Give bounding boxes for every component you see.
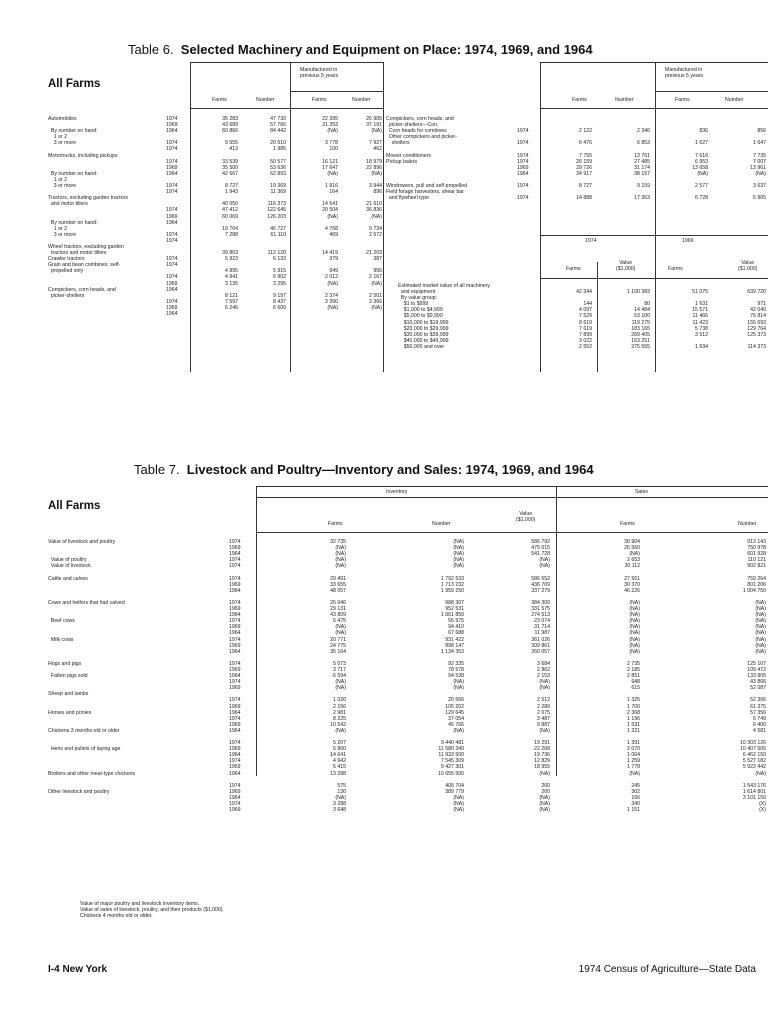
table6-header-value-1: Value ($1,000) [616,260,636,272]
table6-left-col-farms: 35 283 43 689 60 866 9 555 413 33 539 35 500 42 667 8 727 1 943 40 050 47 412 60 069 19 764 7 288 39 863 5 923 4 895 4 941 3 135 8 121 7 597 6 246 [222,116,238,311]
table7-all-farms: All Farms [48,500,101,512]
table6-title-number: Table 6. [128,42,174,57]
table7-title [134,462,594,477]
table7-title-number: Table 7. [134,462,180,477]
table6-value-col-farms-1974: 42 344 144 4 097 7 529 8 619 7 619 7 899 3 022 2 552 [576,289,592,350]
table7-header-inv-value: Value ($1,000) [516,511,536,523]
table6-left-col-mfd-farms: 22 395 31 253 (NA) 3 778 100 16 121 17 647 (NA) 1 816 164 14 541 20 504 (NA) 4 768 469 14 419 379 949 2 012 (NA) 2 374 3 390 (NA) [322,116,338,311]
table6-header-farms-2: Farms [312,97,327,103]
table7-col-sales-number: 913 143 750 978 601 928 110 121 902 821 759 264 801 206 1 004 750 (NA) (NA) (NA) (NA) (NA) (NA) (NA) (NA) (NA) 125 107 109 472 133 905 43 806 52 087 52 366 61 375 57 356 6 749 6 400 4 581 10 303 126 10 407 505 6 462 150 5 527 182 5 922 442 (NA) 1 543 176 1 614 801 3 101 150 (X) (X) [740,539,766,814]
table6-value-col-farms-1969: 51 075 1 631 15 571 11 466 11 423 5 738 3 512 1 634 [692,289,708,350]
table6-mid-col-mfd-number: 856 1 647 7 735 7 007 13 961 (NA) 3 637 6 905 [750,128,766,202]
table7-years: 1974 1969 1964 1974 1974 1974 1969 1964 1974 1969 1964 1974 1969 1964 1974 1969 1964 1974 1969 1964 1974 1969 1974 1969 1964 1974 1969 1964 1974 1969 1964 1974 1969 1964 1974 1969 1964 1974 1969 [229,539,241,814]
table7-col-inv-farms: 32 735 (NA) (NA) (NA) (NA) 29 491 33 655 48 057 26 046 29 131 43 809 6 475 (NA) (NA) 20 771 24 775 35 164 5 073 3 717 6 594 (NA) (NA) 1 020 2 156 2 981 8 225 10 542 (NA) 5 207 6 800 14 641 4 942 5 415 13 288 575 130 (NA) 3 288 3 648 [330,539,346,814]
table7-header-sales-farms: Farms [620,521,635,527]
table6-mid-years: 1974 1974 1974 1974 1969 1964 1974 1974 [517,128,529,202]
table6-header-farms-3: Farms [572,97,587,103]
table7-col-sales-farms: 30 904 26 560 (NA) 2 653 30 112 27 561 30 370 46 226 (NA) (NA) (NA) (NA) (NA) (NA) (NA) (NA) (NA) 2 735 2 185 2 851 948 615 1 325 1 700 2 368 1 196 1 531 1 221 1 391 2 070 1 064 1 259 1 778 (NA) 245 302 166 340 1 151 [624,539,640,814]
table6-left-col-mfd-number: 26 905 37 191 (NA) 7 927 462 18 979 22 896 (NA) 3 944 896 21 610 36 836 (NA) 9 734 2 572 21 203 387 956 2 167 (NA) 2 501 3 366 (NA) [366,116,382,311]
table6-header-1969: 1969 [682,238,694,244]
table6-title-text: Selected Machinery and Equipment on Place: 1974, 1969, and 1964 [180,42,593,57]
table6-value-col-value-1969: 639 720 971 42 040 76 814 155 693 129 764 125 373 114 373 [747,289,766,350]
table6-header-mfd-right: Manufactured in previous 5 years [665,67,704,79]
table6-left-labels: Automobiles By number on hand: 1 or 2 3 or more Motortrucks, including pickups By number on hand: 1 or 2 3 or more Tractors, excluding garden tractors and motor tillers By number on hand: 1 or 2 3 or more Wheel tractors, excluding garden tractors and motor tillers Crawler tractors Grain and bean combines, self- propelled only Cornpickers, corn heads, and picker-shellers [48,116,128,299]
table6-header-number-1: Number [256,97,275,103]
table6-mid-col-number: 2 346 6 853 13 701 27 485 31 174 38 157 9 159 17 363 [634,128,650,202]
table6-left-col-number: 47 730 57 766 84 442 20 510 1 985 50 577 53 636 62 893 19 369 11 369 116 373 122 645 126 203 46 727 61 110 112 120 6 133 5 915 6 902 3 295 9 197 8 437 6 600 [267,116,286,311]
table7-header-inv-number: Number [432,521,451,527]
footer-page-number: I-4 New York [48,964,108,975]
table7-header-inventory: Inventory [386,489,408,495]
table6-left-years: 1974 1969 1964 1974 1974 1974 1969 1964 1974 1974 1974 1969 1964 1974 1974 1974 1974 1974 1969 1964 1974 1969 1964 [166,116,178,317]
table6-mid-col-farms: 2 122 6 476 7 755 26 159 29 726 34 917 8 727 14 888 [576,128,592,202]
table7-footnotes: Value of major poultry and livestock inventory items. Value of sales of livestock, poultry, and their products ($1,000). Chickens 4 months old or older. [80,901,224,919]
table7-col-inv-number: (NA) (NA) (NA) (NA) (NA) 1 792 533 1 713 232 1 959 250 988 307 952 531 1 061 850 56 975 94 410 67 688 931 422 898 147 1 134 353 92 335 78 578 94 538 (NA) (NA) 20 566 105 202 129 645 37 054 45 706 (NA) 9 440 481 11 580 340 11 933 500 7 545 309 9 427 301 10 655 500 405 704 389 779 (NA) (NA) (NA) [438,539,464,814]
table7-title-text: Livestock and Poultry—Inventory and Sales: 1974, 1969, and 1964 [186,462,594,477]
table6-header-farms-4: Farms [675,97,690,103]
footer-publication: 1974 Census of Agriculture—State Data [578,964,756,975]
table6-mid-labels: Cornpickers, corn heads, and picker-shellers—Con. Corn heads for combines Other cornpickers and picker- shellers Mower conditioners Pickup balers Windrowers, pull and self-propelled Field forage harvesters, shear bar and flywheel type [386,116,468,202]
table6-header-mfd-left: Manufactured in previous 5 years [300,67,339,79]
table6-all-farms: All Farms [48,78,101,90]
table7-header-sales-number: Number [738,521,757,527]
table7-col-inv-value: 586 792 475 015 541 728 (NA) (NA) 586 552 436 709 337 279 384 300 331 575 274 513 23 074 31 714 11 987 361 026 309 861 260 057 3 684 2 862 2 153 (NA) (NA) 2 512 2 280 2 075 3 487 9 887 (NA) 19 291 22 268 19 736 12 829 18 955 (NA) 260 200 (NA) (NA) (NA) [531,539,550,814]
table6-header-farms-1: Farms [212,97,227,103]
table6-header-farms-5: Farms [566,266,581,272]
table6-value-labels: Estimated market value of all machinery and equipment By value group: $1 to $999 $1,000 to $4,999 $5,000 to $9,999 $10,000 to $19,999 $20,000 to $29,999 $30,000 to $39,999 $40,000 to $49,999 $50,000 and over [398,283,490,350]
table6-title [128,42,593,57]
table6-header-number-3: Number [615,97,634,103]
table7-labels: Value of livestock and poultry Value of poultry Value of livestock Cattle and calves Cows and heifers that had calved Beef cows Milk cows Hogs and pigs Fatten pigs sold Sheep and lambs Horses and ponies Chickens 3 months old or older Hens and pullets of laying age Broilers and other meat-type chickens Other livestock and poultry [48,539,136,795]
table6-header-1974: 1974 [585,238,597,244]
table6-mid-col-mfd-farms: 836 1 627 7 616 6 953 13 658 (NA) 2 577 6 728 [692,128,708,202]
table6-header-number-2: Number [352,97,371,103]
table6-header-farms-6: Farms [668,266,683,272]
table6-header-value-2: Value ($1,000) [738,260,758,272]
table6-header-number-4: Number [725,97,744,103]
table7-header-sales: Sales [635,489,648,495]
table7-header-inv-farms: Farms [328,521,343,527]
table6-value-col-value-1974: 1 100 383 80 14 484 53 100 119 275 183 165 289 405 163 251 275 555 [626,289,650,350]
